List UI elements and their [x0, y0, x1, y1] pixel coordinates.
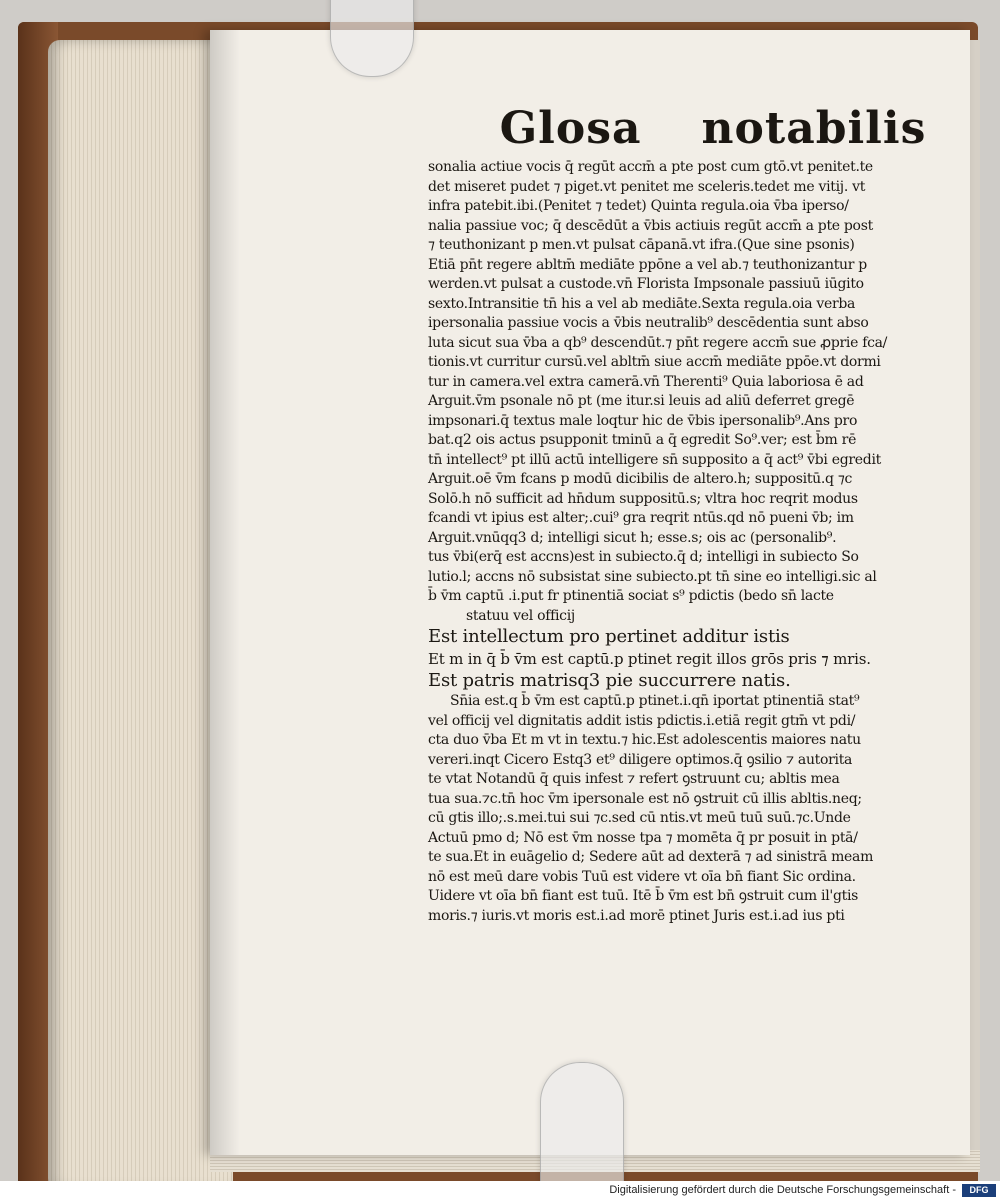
- text-line: Etiā pn̄t regere abltm̄ mediāte ppōne a vel ab.⁊ teuthonizantur p: [428, 256, 867, 273]
- funding-credit: Digitalisierung gefördert durch die Deutsche Forschungsgemeinschaft -: [609, 1184, 956, 1196]
- text-line: Arguit.oē v̄m fcans p modū dicibilis de altero.h; suppositū.q ⁊c: [428, 471, 853, 487]
- text-line: Uidere vt oīa bn̄ fiant est tuū. Itē b̄ v̄m est bn̄ ꝯstruit cum il'gtis: [428, 888, 859, 904]
- text-line: b̄ v̄m captū .i.put fr ptinentiā sociat s⁹ pdictis (bedo sn̄ lacte: [428, 588, 834, 604]
- text-line: cta duo v̄ba Et m vt in textu.⁊ hic.Est adolescentis maiores natu: [428, 732, 861, 748]
- text-line: tur in camera.vel extra camerā.vn̄ Therenti⁹ Quia laboriosa ē ad: [428, 373, 864, 390]
- text-line: cū gtis illo;.s.mei.tui sui ⁊c.sed cū ntis.vt meū tuū suū.⁊c.Unde: [428, 810, 851, 826]
- text-line: Arguit.vnūqq3 d; intelligi sicut h; esse.s; ois ac (personalib⁹.: [428, 529, 837, 546]
- text-line: te vtat Notandū q̄ quis infest ⁊ refert ꝯstruunt cu; abltis mea: [428, 771, 840, 787]
- text-line: Arguit.v̄m psonale nō pt (me itur.si leuis ad aliū deferret gregē: [428, 393, 855, 409]
- page-edges-stack: [48, 40, 233, 1190]
- text-line: te sua.Et in euāgelio d; Sedere aūt ad dexterā ⁊ ad sinistrā meam: [428, 849, 874, 865]
- text-line: det miseret pudet ⁊ piget.vt penitet me sceleris.tedet me vitij. vt: [428, 178, 866, 195]
- page-gutter-shadow: [210, 30, 240, 1155]
- text-line: Actuū pmo d; Nō est v̄m nosse tpa ⁊ momēta q̄ pr posuit in ptā/: [428, 829, 858, 846]
- text-line: infra patebit.ibi.(Penitet ⁊ tedet) Quinta regula.oia v̄ba iperso/: [428, 198, 849, 214]
- text-line: tus v̄bi(erq̄ est accns)est in subiecto.q̄ d; intelligi in subiecto So: [428, 549, 859, 565]
- text-line: werden.vt pulsat a custode.vn̄ Florista Impsonale passiuū iūgito: [428, 276, 864, 292]
- gloss-text: [428, 158, 958, 626]
- text-line: nō est meū dare vobis Tuū est videre vt oīa bn̄ fiant Sic ordina.: [428, 868, 856, 885]
- text-line: Sn̄ia est.q b̄ v̄m est captū.p ptinet.i.qn̄ iportat ptinentiā stat⁹: [450, 693, 860, 709]
- text-line: nalia passiue voc; q̄ descēdūt a v̄bis actiuis regūt accm̄ a pte post: [428, 217, 873, 234]
- text-line: lutio.l; accns nō subsistat sine subiecto.pt tn̄ sine eo intelligi.sic al: [428, 568, 877, 585]
- text-line: bat.q2 ois actus psupponit tminū a q̄ egredit So⁹.ver; est b̄m rē: [428, 432, 857, 448]
- heading-word-glosa: Glosa: [499, 103, 642, 154]
- dfg-logo: DFG: [962, 1184, 996, 1197]
- text-line: ipersonalia passiue vocis a v̄bis neutralib⁹ descēdentia sunt abso: [428, 315, 869, 331]
- text-line: fcandi vt ipius est alter;.cui⁹ gra reqrit ntūs.qd nō pueni v̄b; im: [428, 510, 854, 526]
- digitization-footer: [0, 1181, 1000, 1201]
- text-line: sonalia actiue vocis q̄ regūt accm̄ a pte post cum gtō.vt penitet.te: [428, 159, 873, 175]
- text-line: tionis.vt curritur cursū.vel abltm̄ siue accm̄ mediāte ppōe.vt dormi: [428, 354, 881, 370]
- text-line: tn̄ intellect⁹ pt illū actū intelligere sn̄ supposito a q̄ act⁹ v̄bi egredit: [428, 451, 881, 468]
- verse-line: Et m in q̄ b̄ v̄m est captū.p ptinet regit illos grōs pris ⁊ mris.: [428, 650, 871, 668]
- printed-text-block: [428, 100, 958, 926]
- text-line: vereri.inqt Cicero Estq3 et⁹ diligere optimos.q̄ ꝯsilio ⁊ autorita: [428, 751, 853, 768]
- running-heading: [468, 100, 958, 158]
- text-line: tua sua.⁊c.tn̄ hoc v̄m ipersonale est nō ꝯstruit cū illis abltis.neq;: [428, 790, 862, 807]
- text-line: vel officij vel dignitatis addit istis pdictis.i.etiā regit gtm̄ vt pdi/: [428, 712, 856, 729]
- page-clip-top: [330, 0, 414, 77]
- verse-block: [428, 626, 958, 692]
- heading-word-notabilis: notabilis: [701, 103, 927, 154]
- text-line: moris.⁊ iuris.vt moris est.i.ad morē ptinet Juris est.i.ad ius pti: [428, 907, 845, 924]
- text-line: impsonari.q̄ textus male loqtur hic de v̄bis ipersonalib⁹.Ans pro: [428, 412, 858, 429]
- text-line: luta sicut sua v̄ba a qb⁹ descendūt.⁊ pn̄t regere accm̄ sue ꝓprie fca/: [428, 334, 888, 351]
- verse-line: Est intellectum pro pertinet additur istis: [428, 626, 790, 647]
- text-line: statuս vel officij: [466, 607, 575, 624]
- text-line: Solō.h nō sufficit ad hn̄dum suppositū.s; vltra hoc reqrit modus: [428, 490, 858, 507]
- verse-line: Est patris matrisq3 pie succurrere natis.: [428, 670, 791, 691]
- text-line: ⁊ teuthonizant p men.vt pulsat cāpanā.vt ifra.(Que sine psonis): [428, 237, 855, 253]
- commentary-text: [428, 692, 958, 926]
- text-line: sexto.Intransitie tn̄ his a vel ab mediāte.Sexta regula.oia verba: [428, 295, 856, 312]
